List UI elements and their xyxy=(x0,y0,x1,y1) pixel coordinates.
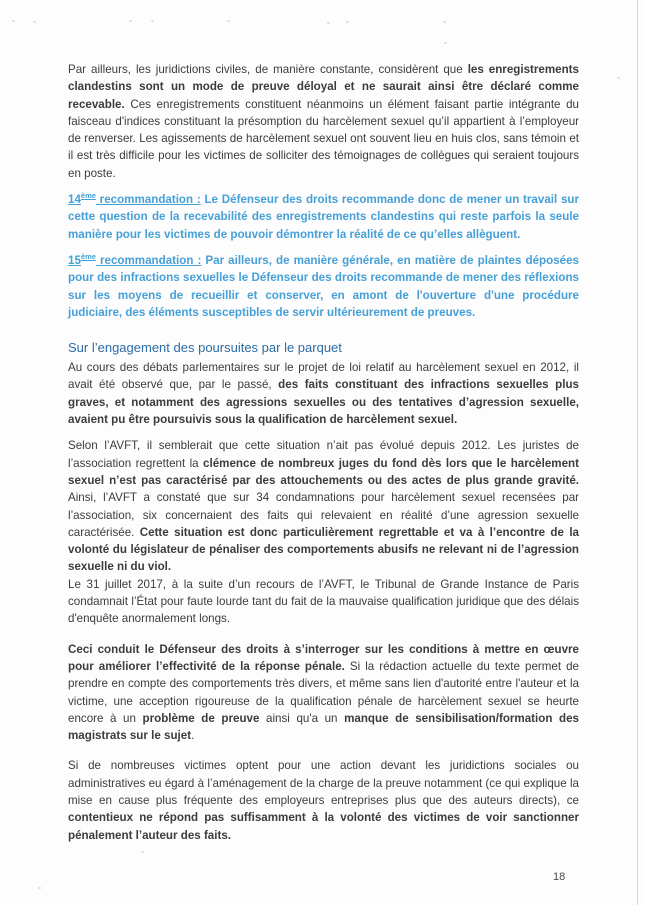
text-run: Ceci conduit le Défenseur des droits à s’interroger sur les conditions à mettre en œuvre pour améliorer l’effectivité de la réponse pénale. xyxy=(68,642,579,673)
paragraph-selon-avft xyxy=(68,437,579,575)
text-run: manque de sensibilisation/formation des magistrats sur le sujet xyxy=(68,711,579,743)
text-run: Cette situation est donc particulièrement regrettable et va à l’encontre de la volonté du législateur de pénaliser des comportements abusifs ne relevant ni de l’agression sexuelle ni du viol. xyxy=(68,525,579,574)
text-run: recommandation : xyxy=(95,253,202,267)
page-number: 18 xyxy=(553,871,566,883)
scan-speck xyxy=(346,21,349,23)
text-run: 14 xyxy=(68,193,81,207)
recommendation-14 xyxy=(68,191,579,243)
text-run: les enregistrements clandestins sont un mode de preuve déloyal et ne saurait ainsi être déclaré comme recevable. xyxy=(68,63,579,111)
scan-speck xyxy=(151,20,154,22)
scan-speck xyxy=(617,77,620,79)
text-run: ème xyxy=(80,191,96,201)
scan-speck xyxy=(444,42,447,44)
text-run: Au cours des débats parlementaires sur le projet de loi relatif au harcèlement sexuel en 2012, il avait été observé que, par le passé, xyxy=(68,361,579,392)
text-run: recommandation : xyxy=(95,193,201,207)
scan-edge-line xyxy=(637,0,638,905)
recommendation-15 xyxy=(68,252,579,321)
scan-speck xyxy=(33,21,36,23)
scan-speck xyxy=(327,22,330,24)
scan-speck xyxy=(12,20,15,22)
text-run: Ces enregistrements constituent néanmoins un élément faisant partie intégrante du faisceau d'indices constituant la présomption du harcèlement sexuel qu’il appartient à l’employeur de renverser. Les agissements de harcèlement sexuel ont souvent lieu en huis clos, sans témoin et il est très difficile pour les victimes de solliciter des témoignages de collègues qui seraient toujours en poste. xyxy=(68,97,579,180)
text-run: Le Défenseur des droits recommande donc de mener un travail sur cette question de la recevabilité des enregistrements clandestins qui reste parfois la seule manière pour les victimes de pouvoir démontrer la réalité de ce qu’elles allèguent. xyxy=(68,193,580,241)
text-run: Par ailleurs, les juridictions civiles, de manière constante, considèrent que xyxy=(68,63,468,76)
paragraph-tgi-paris xyxy=(68,576,579,628)
text-run: clémence de nombreux juges du fond dès lors que le harcèlement sexuel n’est pas caractérisé par des attouchements ou des actes de plus grande gravité. xyxy=(68,456,579,487)
text-run: problème de preuve xyxy=(142,711,260,725)
text-run: ainsi qu'a un xyxy=(259,711,345,725)
text-run: 15 xyxy=(68,253,81,267)
text-run: ème xyxy=(80,252,96,262)
document-body xyxy=(68,61,579,853)
text-run: Le 31 juillet 2017, à la suite d’un recours de l’AVFT, le Tribunal de Grande Instance de Paris condamnait l’État pour faute lourde tant du fait de la mauvaise qualification juridique que des délais d'enquête anormalement longs. xyxy=(68,577,579,626)
text-run: Selon l’AVFT, il semblerait que cette situation n’ait pas évolué depuis 2012. Les juristes de l’association regrettent la xyxy=(68,439,579,470)
text-run: contentieux ne répond pas suffisamment à la volonté des victimes de voir sanctionner pénalement l’auteur des faits. xyxy=(68,811,579,842)
scan-speck xyxy=(38,887,41,889)
text-run: Ainsi, l’AVFT a constaté que sur 34 condamnations pour harcèlement sexuel recensées par l’association, six concernaient des faits qui relevaient en réalité d’une agression sexuelle caractérisée. xyxy=(68,491,579,539)
text-run: Par ailleurs, de manière générale, en matière de plaintes déposées pour des infractions sexuelles le Défenseur des droits recommande de mener des réflexions sur les moyens de recueillir et conserver, en amont de l'ouverture d'une procédure judiciaire, des éléments susceptibles de servir ultérieurement de preuves. xyxy=(68,253,579,319)
text-run: Sur l’engagement des poursuites par le parquet xyxy=(68,340,342,356)
scan-speck xyxy=(443,21,446,23)
paragraph-juridictions-civiles xyxy=(68,61,579,182)
text-run: des faits constituant des infractions sexuelles plus graves, et notamment des agressions sexuelles ou des tentatives d’agression sexuelle, avaient pu être poursuivis sous la qualification de harcèlement sexuel. xyxy=(68,378,580,427)
section-heading-poursuites xyxy=(68,339,579,357)
paragraph-debats-parlementaires xyxy=(68,359,579,428)
scan-speck xyxy=(129,20,132,22)
text-run: Si la rédaction actuelle du texte permet de prendre en compte des comportements très divers, et même sans lien d'autorité entre l'auteur et la victime, une acception rigoureuse de la qualification pénale de harcèlement sexuel se heurte encore à un xyxy=(68,659,579,725)
text-run: Si de nombreuses victimes optent pour une action devant les juridictions sociales ou administratives eu égard à l’aménagement de la charge de la preuve notamment (ce qui explique la mise en cause plus fréquente des employeurs entreprises plus que des auteurs directs), ce xyxy=(68,759,579,807)
scan-speck xyxy=(227,20,230,22)
paragraph-juridictions-sociales xyxy=(68,757,579,843)
paragraph-ceci-conduit xyxy=(68,641,579,745)
text-run: . xyxy=(191,729,195,743)
